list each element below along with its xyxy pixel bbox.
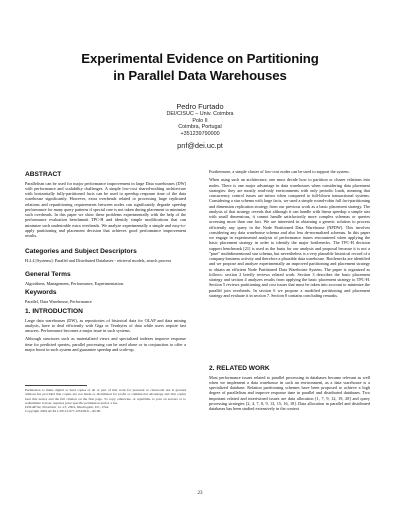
abstract-section [25, 171, 186, 249]
right-column [209, 169, 370, 411]
title-line-1: Experimental Evidence on Partitioning [81, 51, 319, 66]
related-work-section [209, 365, 370, 411]
author-block [150, 102, 250, 150]
keywords-section [25, 289, 186, 304]
author-email: pnf@dei.uc.pt [177, 140, 223, 150]
categories-heading: Categories and Subject Descriptors [25, 248, 137, 255]
keywords-text: Parallel, Data Warehouse, Performance [25, 298, 92, 304]
footnote-permission: Permission to make digital or hard copies of all or part of this work for personal or classroom use is granted without fee provided that copies are not made or distributed for profit or commercial advantage and that copies bear this notice and the full citation on the first page. To copy otherwise, or republish, to post on servers or to redistribute to lists, requires prior specific permission and/or a fee. [25, 388, 186, 405]
footnote-rule [25, 385, 87, 386]
footnote-conference: DOLAP'04, November 12–13, 2004, Washington, DC, USA. [25, 405, 109, 410]
introduction-heading: 1. INTRODUCTION [25, 308, 83, 315]
abstract-heading: ABSTRACT [25, 171, 62, 178]
abstract-text: Parallelism can be used for major performance improvement in large Data warehouses (DW) with performance and scalability challenges. A simple low-cost shared-nothing architecture with horizontally fully-partitioned facts can be used to speedup response time of the data warehouse significantly. However, extra overheads related to processing large replicated relations and repartitioning requirements between nodes can significantly degrade speedup performance for many query patterns if special care is not taken during placement to minimize such overheads. In this paper we show these problems experimentally with the help of the performance evaluation benchmark TPC-H and identify simple modifications that can minimize such undesirable extra overheads. We analyze experimentally a simple and easy-to-apply partitioning and placement decision that achieves good performance improvement results. [25, 180, 186, 238]
categories-section [25, 248, 186, 263]
terms-section [25, 271, 186, 286]
related-work-text: Most performance issues related to parallel processing in databases became relevant as well when we implement a data warehouse in such an environment, as a data warehouse is a specialized database. Relation partitioning schemes have been proposed to achieve a high degree of parallelism and improve response time in parallel and distributed databases. Two important related and intertwined issues are data allocation [1, 7, 9, 12, 19, 28] and query processing strategies [2, 4, 7, 8, 9, 13, 15, 16, 18]. Data allocation in parallel and distributed databases has been studied extensively in the context [209, 374, 370, 411]
page-number: 23 [197, 491, 203, 496]
author-building: Polo II [192, 117, 208, 124]
author-city: Coimbra, Portugal [178, 124, 222, 131]
author-affiliation: DEI/CISUC – Univ. Coimbra [166, 111, 234, 117]
introduction-section [25, 308, 186, 352]
categories-text: H.2.4 [Systems]: Parallel and Distributed Databases - retrieval models, search process [25, 257, 172, 263]
terms-heading: General Terms [25, 271, 71, 278]
paper-title [20, 50, 380, 84]
title-line-2: in Parallel Data Warehouses [113, 68, 287, 83]
terms-text: Algorithms, Management, Performance, Experimentation. [25, 280, 125, 286]
keywords-heading: Keywords [25, 289, 57, 296]
intro-main-paragraph: When using such an architecture, one must decide how to partition or cluster relations into nodes. There is one major advantage in data warehouses when considering data placement strategies: they are mostly read-only environments with only periodic loads, meaning that concurrency control issues are minor when compared to full-blown transactional systems. Considering a star schema with large facts, we used a simple round-robin full fact-partitioning and dimension replication strategy from our previous work as a basic placement strategy. The analysis of that strategy reveals that although it can handle with linear speedup a simple star with small dimensions, it cannot handle satisfactorily more complex schemas or queries accessing more than one fact. We are interested in obtaining a generic solution to process efficiently any query in the Node Partitioned Data Warehouse (NPDW). This involves considering any data warehouse schema and also less de-normalized schemas. In this paper we engage in experimental analysis of performance issues encountered when applying the basic placement strategy in order to identify the major bottlenecks. The TPC-H decision support benchmark [21] is used as the basis for our analysis and proposal because it is not a "pure" multidimensional star schema, but nevertheless is a very plausible historical record of a company business activity and therefore a plausible data warehouse. Bottlenecks are identified and we propose and analyze experimentally an improved partitioning and placement strategy to obtain an efficient Node Partitioned Data Warehouse System. The paper is organized as follows: section 2 briefly reviews related work. Section 3 describes the basic placement strategy and section 4 analyzes results from applying the basic placement strategy to TPC-H. Section 5 reviews partitioning and cost issues that must be taken into account to minimize the parallel join overheads. In section 6 we propose a modified partitioning and placement strategy and evaluate it in section 7. Section 8 contains concluding remarks. [209, 177, 370, 298]
introduction-paragraph-2: Although structures such as materialized views and specialized indexes improve response time for predicted queries, parallel processing can be used alone or in conjunction to offer a major boost in such system and guarantee speedup and scale-up. [25, 336, 186, 352]
author-name: Pedro Furtado [176, 102, 224, 111]
intro-continuation-paragraph: Furthermore, a simple cluster of low-cost nodes can be used to support the system. [209, 169, 350, 174]
related-work-heading: 2. RELATED WORK [209, 365, 270, 372]
introduction-paragraph-1: Large data warehouses (DW), as repositories of historical data for OLAP and data mining analysis, have to deal efficiently with Giga or Terabytes of data while users require fast answers. Performance becomes a major issue in such systems. [25, 317, 186, 333]
footnote [25, 388, 186, 414]
footnote-copyright: Copyright 2004 ACM 1-58113-977-2/04/0011...$5.00. [25, 409, 102, 414]
author-phone: +351239790000 [180, 131, 220, 138]
